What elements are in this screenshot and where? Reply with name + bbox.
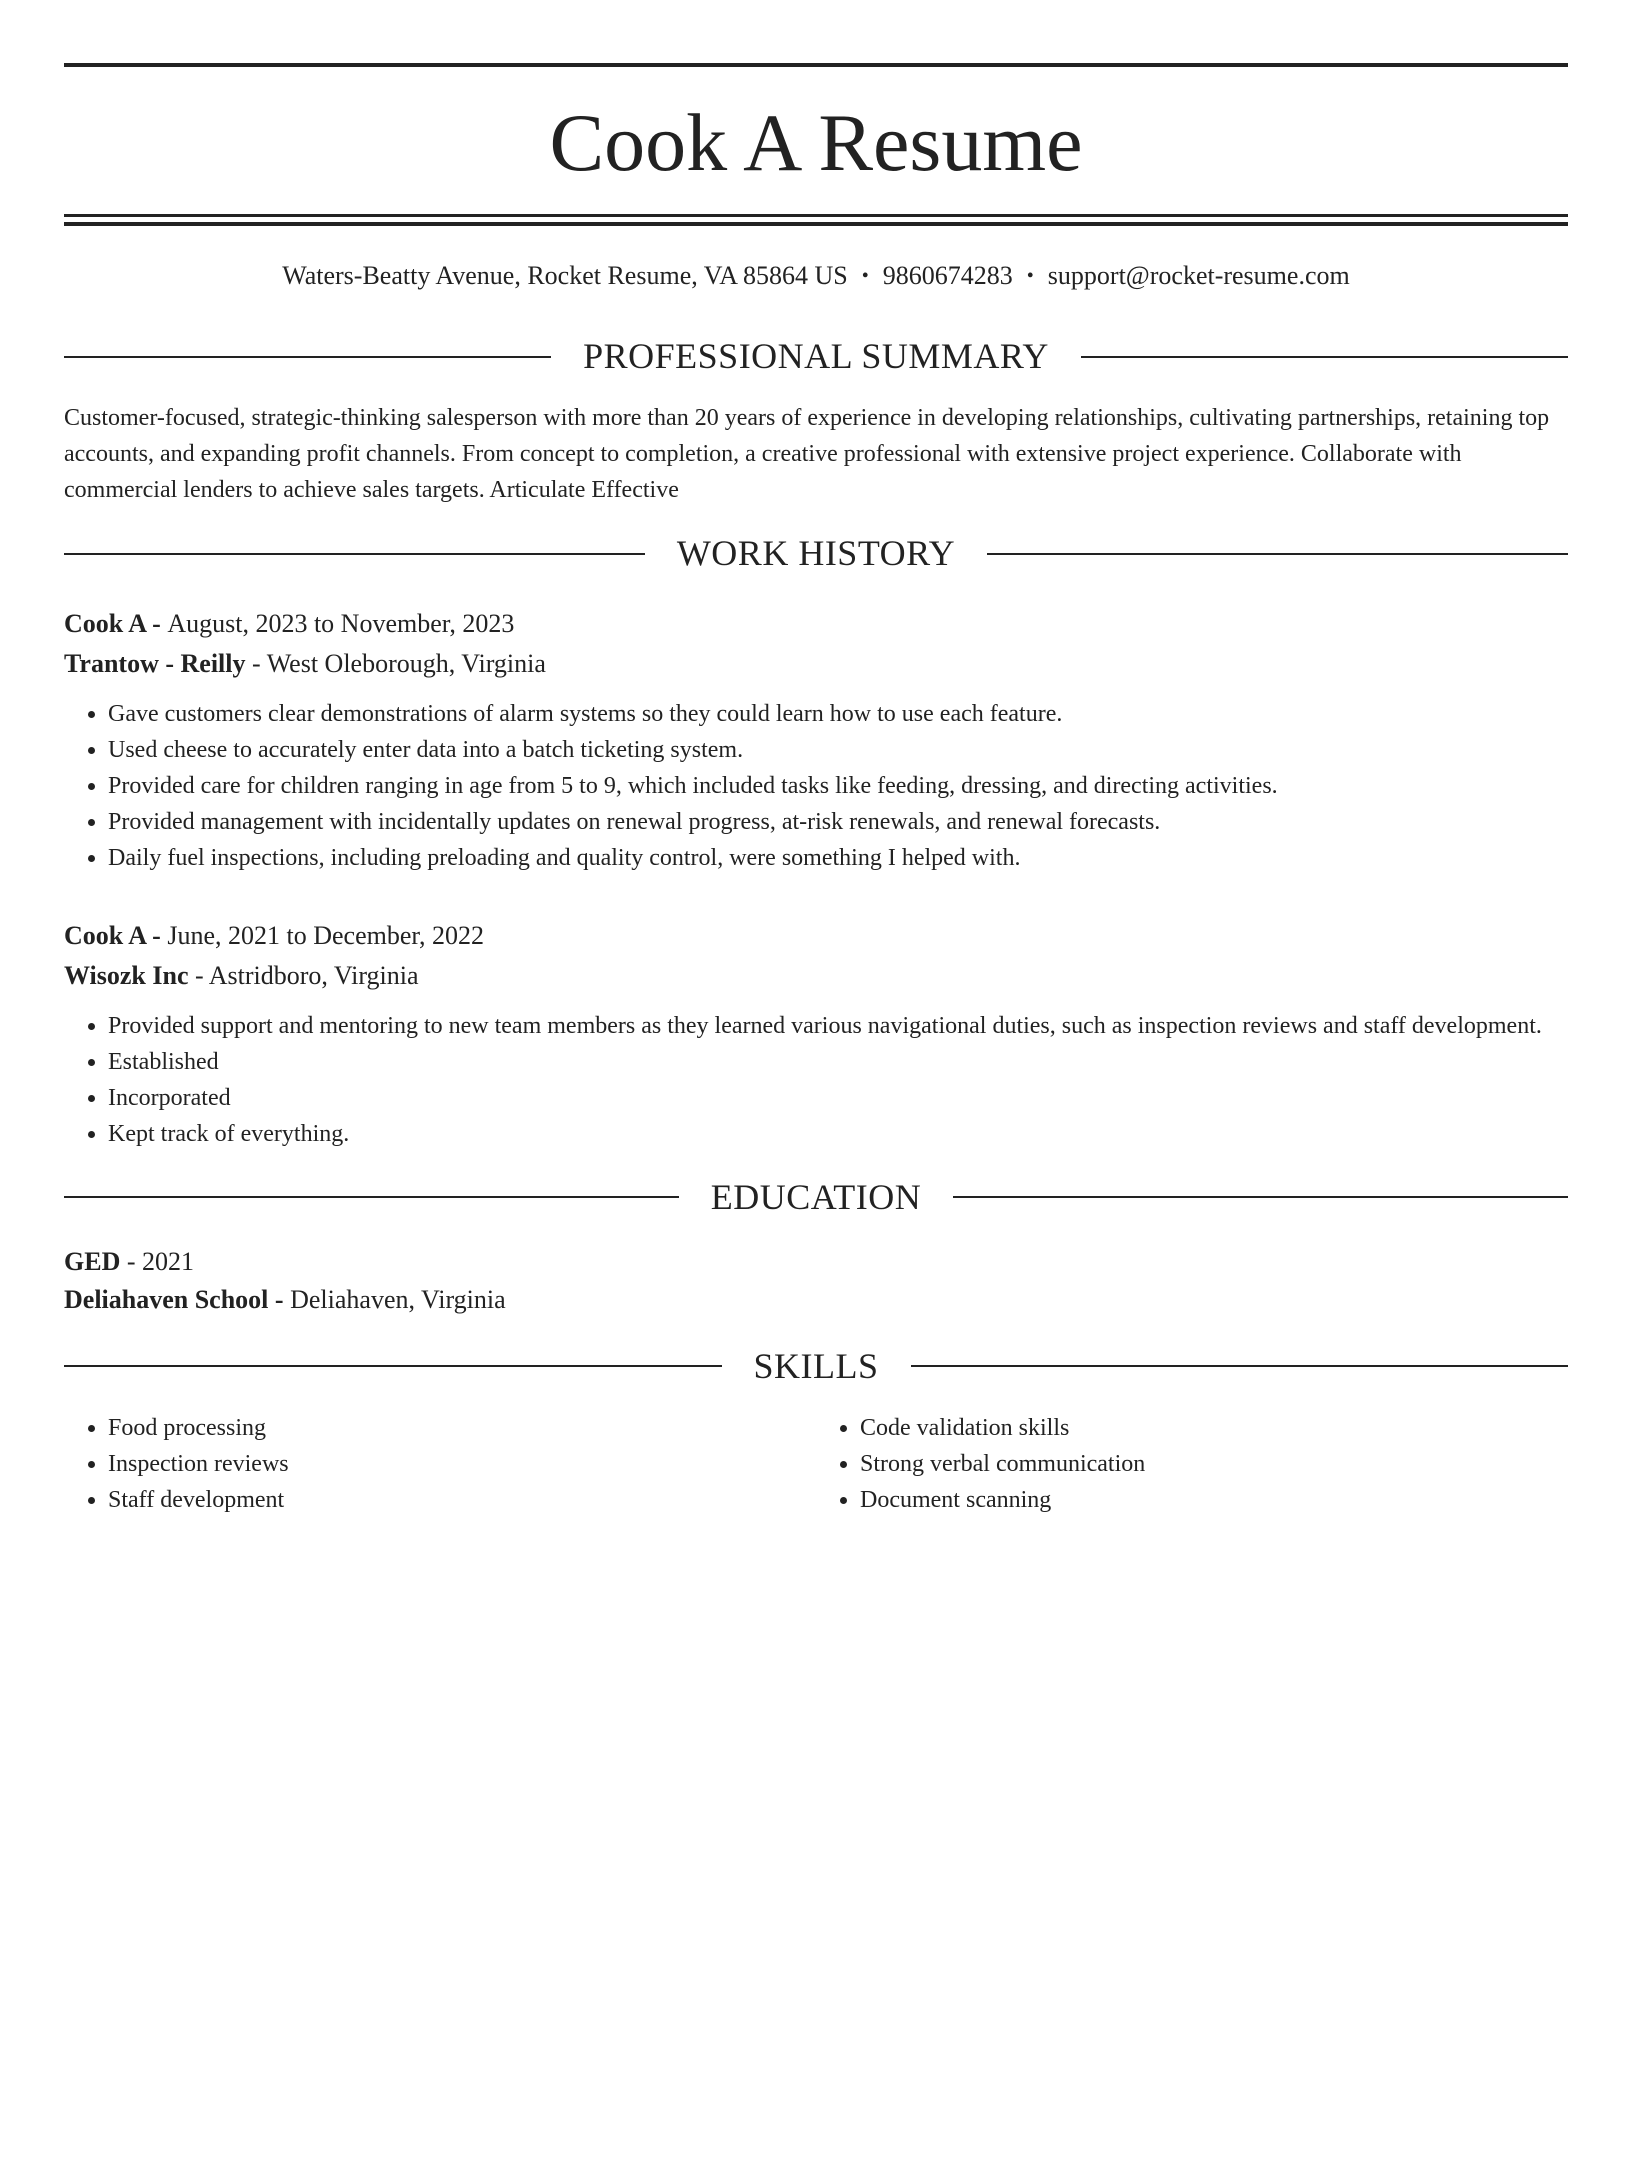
heading-rule (64, 356, 551, 358)
job-position: Cook A (64, 608, 146, 638)
list-item: • Provided management with incidentally updates on renewal progress, at-risk renewals, and renewal forecasts. (108, 804, 1568, 840)
heading-rule (64, 1365, 722, 1367)
education-location: Deliahaven, Virginia (290, 1284, 506, 1314)
section-heading-work-history (64, 532, 1568, 575)
contact-address: Waters-Beatty Avenue, Rocket Resume, VA 85864 US (282, 261, 848, 290)
top-rule (64, 63, 1568, 67)
job-position-line: Cook A - August, 2023 to November, 2023 (64, 608, 515, 638)
heading-rule (953, 1196, 1568, 1198)
heading-rule (1081, 356, 1568, 358)
job-dates: June, 2021 to December, 2022 (167, 920, 484, 950)
title-double-rule (64, 214, 1568, 226)
section-title: WORK HISTORY (676, 533, 956, 574)
list-item: • Strong verbal communication (860, 1446, 1568, 1482)
list-item: • Daily fuel inspections, including preloading and quality control, were something I helped with. (108, 840, 1568, 876)
list-item: • Code validation skills (860, 1410, 1568, 1446)
job-location: Astridboro, Virginia (208, 960, 419, 990)
contact-separator: • (861, 265, 869, 287)
list-item: • Established (108, 1044, 1568, 1080)
education-entry (64, 1243, 1568, 1319)
list-item: • Kept track of everything. (108, 1116, 1568, 1152)
job-position-line: Cook A - June, 2021 to December, 2022 (64, 920, 484, 950)
job-location: West Oleborough, Virginia (266, 648, 546, 678)
resume-page (0, 63, 1632, 2175)
heading-rule (911, 1365, 1569, 1367)
section-heading-skills (64, 1345, 1568, 1388)
education-year: 2021 (142, 1246, 195, 1276)
education-degree-line: GED - 2021 (64, 1246, 195, 1276)
job-company-line: Wisozk Inc - Astridboro, Virginia (64, 960, 419, 990)
skills-list-left (64, 1410, 816, 1518)
list-item: • Used cheese to accurately enter data into a batch ticketing system. (108, 732, 1568, 768)
skills-columns (64, 1410, 1568, 1518)
job-entry (64, 916, 1568, 1152)
job-company-line: Trantow - Reilly - West Oleborough, Virginia (64, 648, 546, 678)
contact-phone: 9860674283 (882, 261, 1013, 290)
summary-text: Customer-focused, strategic-thinking salesperson with more than 20 years of experience in developing relationships, cultivating partnerships, retaining top accounts, and expanding profit channels. From concept to completion, a creative professional with extensive project experience. Collaborate with commercial lenders to achieve sales targets. Articulate Effective (64, 405, 1550, 504)
heading-rule (987, 553, 1568, 555)
section-title: EDUCATION (710, 1176, 922, 1217)
section-title: PROFESSIONAL SUMMARY (583, 336, 1049, 377)
list-item: • Staff development (108, 1482, 816, 1518)
job-company: Wisozk Inc (64, 960, 189, 990)
job-duties-list (64, 1008, 1568, 1152)
list-item: • Provided care for children ranging in age from 5 to 9, which included tasks like feeding, dressing, and directing activities. (108, 768, 1568, 804)
list-item: • Gave customers clear demonstrations of alarm systems so they could learn how to use each feature. (108, 696, 1568, 732)
section-heading-education (64, 1176, 1568, 1219)
list-item: • Food processing (108, 1410, 816, 1446)
job-entry (64, 604, 1568, 876)
resume-title: Cook A Resume (549, 97, 1083, 188)
list-item: • Incorporated (108, 1080, 1568, 1116)
education-school-line: Deliahaven School - Deliahaven, Virginia (64, 1284, 506, 1314)
job-duties-list (64, 696, 1568, 876)
contact-line (64, 260, 1568, 291)
heading-rule (64, 553, 645, 555)
section-title: SKILLS (753, 1345, 879, 1386)
education-degree: GED (64, 1246, 121, 1276)
job-position: Cook A (64, 920, 146, 950)
section-heading-summary (64, 335, 1568, 378)
heading-rule (64, 1196, 679, 1198)
list-item: • Inspection reviews (108, 1446, 816, 1482)
skills-list-right (816, 1410, 1568, 1518)
contact-email: support@rocket-resume.com (1047, 261, 1350, 290)
job-company: Trantow - Reilly (64, 648, 246, 678)
list-item: • Provided support and mentoring to new team members as they learned various navigational duties, such as inspection reviews and staff development. (108, 1008, 1568, 1044)
job-dates: August, 2023 to November, 2023 (167, 608, 515, 638)
list-item: • Document scanning (860, 1482, 1568, 1518)
education-school: Deliahaven School (64, 1284, 269, 1314)
contact-separator: • (1026, 265, 1034, 287)
